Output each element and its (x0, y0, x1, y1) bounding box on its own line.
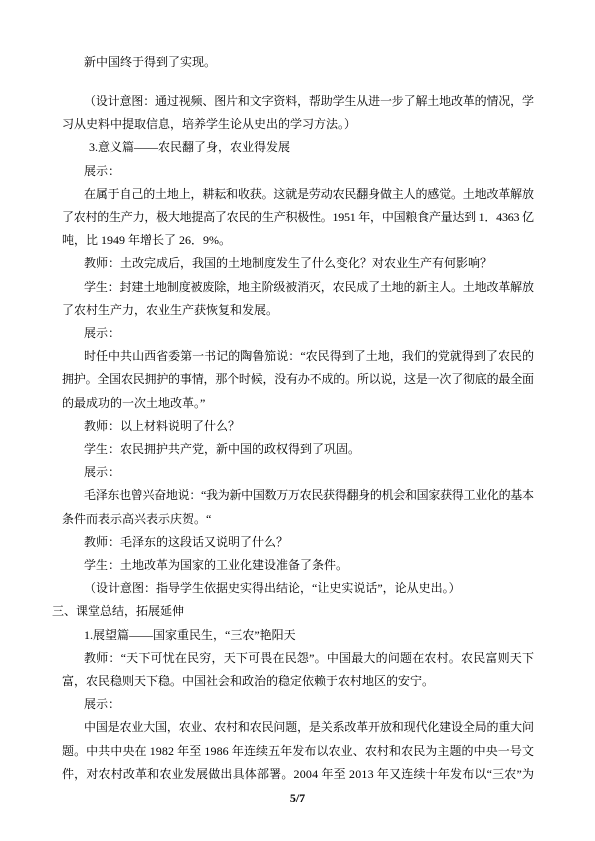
paragraph-line: 中国是农业大国，农业、农村和农民问题，是关系改革开放和现代化建设全局的重大问 (84, 720, 534, 734)
student-line: 了农村生产力，农业生产获恢复和发展。 (62, 303, 279, 317)
paragraph-line: 了农村的生产力，极大地提高了农民的生产积极性。1951 年，中国粮食产量达到 1．4363 亿 (62, 210, 534, 224)
quotation-line: 条件而表示高兴表示庆贺。“ (62, 512, 212, 526)
quotation-line: 毛泽东也曾兴奋地说：“我为新中国数万万农民获得翻身的机会和国家获得工业化的基本 (84, 488, 534, 502)
design-intent-note-line: 习从史料中提取信息，培养学生论从史出的学习方法。） (62, 117, 357, 131)
student-line: 学生：土地改革为国家的工业化建设准备了条件。 (84, 558, 349, 572)
paragraph-line: 题。中共中央在 1982 年至 1986 年连续五年发布以农业、农村和农民为主题的中央一号文 (62, 744, 535, 758)
paragraph-line: 件，对农村改革和农业发展做出具体部署。2004 年至 2013 年又连续十年发布以“三农”为 (62, 767, 535, 781)
student-line: 学生：封建土地制度被废除，地主阶级被消灭，农民成了土地的新主人。土地改革解放 (84, 280, 534, 294)
display-label: 展示： (84, 465, 121, 479)
design-intent-note-line: （设计意图：指导学生依据史实得出结论，“让史实说话”，论从史出。） (84, 581, 461, 595)
teacher-line: 教师：“天下可忧在民穷，天下可畏在民怨”。中国最大的问题在农村。农民富则天下 (84, 651, 535, 665)
teacher-line: 教师：以上材料说明了什么？ (84, 419, 241, 433)
section-heading: 三、课堂总结，拓展延伸 (52, 604, 185, 618)
quotation-line: 拥护。全国农民拥护的事情，那个时候，没有办不成的。所以说，这是一次了彻底的最全面 (62, 372, 534, 386)
display-label: 展示： (84, 326, 121, 340)
page-number: 5/7 (289, 791, 306, 805)
subsection-heading: 3.意义篇——农民翻了身，农业得发展 (89, 140, 291, 154)
subsection-heading: 1.展望篇——国家重民生，“三农”艳阳天 (84, 628, 296, 642)
teacher-line: 教师：土改完成后，我国的土地制度发生了什么变化？对农业生产有何影响？ (84, 256, 493, 270)
paragraph-line: 新中国终于得到了实现。 (84, 55, 217, 69)
paragraph-line: 吨，比 1949 年增长了 26．9%。 (62, 233, 231, 247)
display-label: 展示： (84, 697, 121, 711)
quotation-line: 时任中共山西省委第一书记的陶鲁笳说：“农民得到了土地，我们的党就得到了农民的 (84, 349, 535, 363)
teacher-line: 教师：毛泽东的这段话又说明了什么？ (84, 535, 289, 549)
design-intent-note-line: （设计意图：通过视频、图片和文字资料，帮助学生从进一步了解土地改革的情况，学 (84, 94, 534, 108)
teacher-line: 富，农民稳则天下稳。中国社会和政治的稳定依赖于农村地区的安宁。 (62, 674, 435, 688)
paragraph-line: 在属于自己的土地上，耕耘和收获。这就是劳动农民翻身做主人的感觉。土地改革解放 (84, 187, 534, 201)
display-label: 展示： (84, 164, 121, 178)
quotation-line: 的最成功的一次土地改革。” (62, 396, 206, 410)
student-line: 学生：农民拥护共产党，新中国的政权得到了巩固。 (84, 442, 361, 456)
